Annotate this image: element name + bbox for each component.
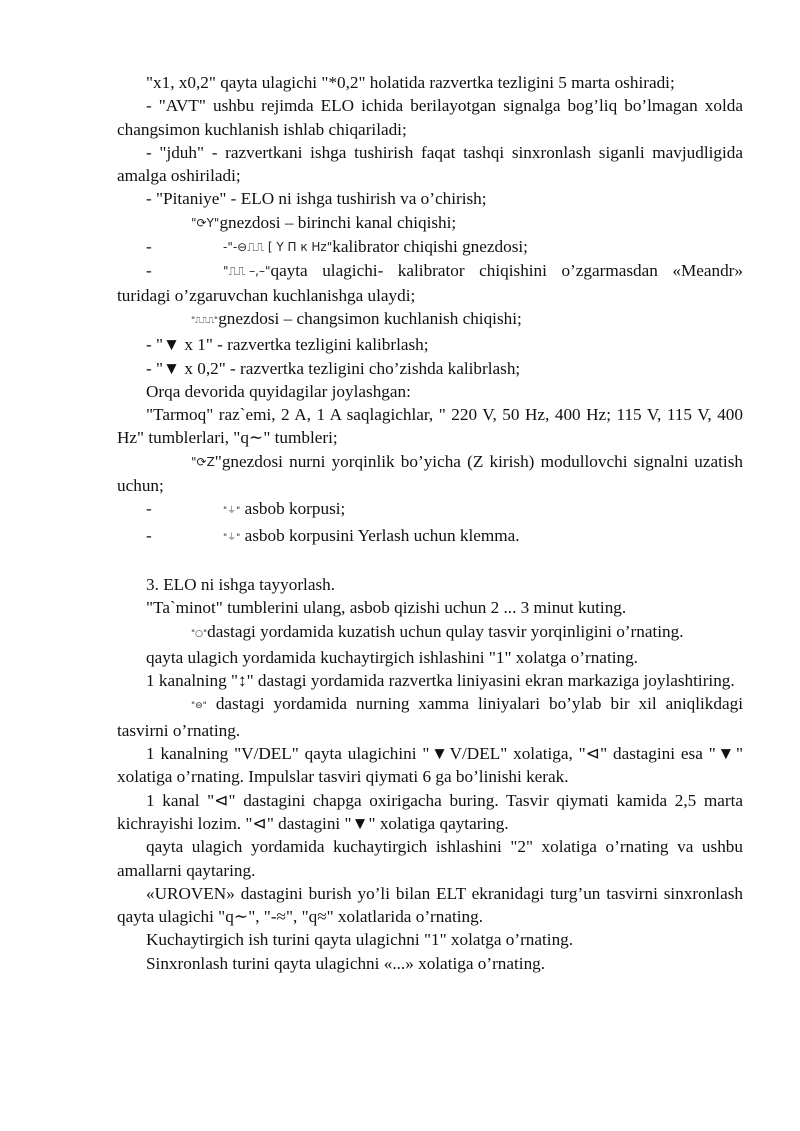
paragraph-calibrate-x02: - "▼ x 0,2" - razvertka tezligini cho’zishda kalibrlash; bbox=[146, 358, 521, 378]
paragraph-sync-mode: Sinxronlash turini qayta ulagichni «...» xolatiga o’rnating. bbox=[146, 953, 546, 973]
z-input-socket-icon: "⟳Z bbox=[191, 454, 215, 469]
paragraph-case bbox=[117, 497, 743, 523]
paragraph-channel-output bbox=[117, 211, 743, 235]
paragraph-jduh: - "jduh" - razvertkani ishga tushirish faqat tashqi sinxronlash siganli mavjudligida amalga oshiriladi; bbox=[117, 142, 743, 186]
calibrator-output-text: kalibrator chiqishi gnezdosi; bbox=[332, 237, 528, 257]
paragraph-sweep-switch: "x1, x0,2" qayta ulagichi "*0,2" holatida razvertka tezligini 5 marta oshiradi; bbox=[146, 73, 675, 92]
paragraph-ground-terminal bbox=[117, 524, 743, 550]
list-dash: - bbox=[146, 261, 152, 281]
paragraph-vdel: 1 kanalning "V/DEL" qayta ulagichini "▼V/DEL" xolatiga, "⊲" dastagini esa "▼" xolatiga o’rnating. Impulslar tasviri qiymati 6 ga bo’linishi kerak. bbox=[117, 744, 743, 787]
paragraph-amplifier-2: qayta ulagich yordamida kuchaytirgich ishlashini "2" xolatiga o’rnating va ushbu amallarni qaytaring. bbox=[117, 837, 743, 880]
ground-terminal-text: asbob korpusini Yerlash uchun klemma. bbox=[244, 525, 520, 545]
paragraph-calibrate-x1: - "▼ x 1" - razvertka tezligini kalibrlash; bbox=[146, 335, 429, 355]
brightness-text: dastagi yordamida kuzatish uchun qulay tasvir yorqinligini o’rnating. bbox=[207, 621, 684, 641]
calibrator-socket-icon: -"-⊖⎍⎍ [ Y П к Hz" bbox=[223, 240, 333, 255]
paragraph-rear-panel: Orqa devorida quyidagilar joylashgan: bbox=[146, 381, 411, 401]
ground-icon: "⏚" bbox=[223, 506, 241, 517]
channel-output-socket-icon: "⟳Y" bbox=[191, 215, 220, 230]
channel-output-text: gnezdosi – birinchi kanal chiqishi; bbox=[219, 212, 457, 232]
focus-knob-icon: "⊖" bbox=[191, 701, 207, 712]
paragraph-focus bbox=[117, 692, 743, 742]
paragraph-amplifier-mode: Kuchaytirgich ish turini qayta ulagichni "1" xolatga o’rnating. bbox=[146, 930, 574, 950]
meander-switch-icon: "⎍⎍ –,–" bbox=[223, 264, 271, 279]
paragraph-z-input bbox=[117, 450, 743, 498]
section-gap bbox=[117, 550, 743, 573]
paragraph-sawtooth-output bbox=[117, 307, 743, 333]
sawtooth-socket-icon: "⎍⎍⎍" bbox=[191, 315, 219, 326]
paragraph-brightness bbox=[117, 620, 743, 646]
case-text: asbob korpusi; bbox=[244, 499, 346, 519]
paragraph-amplifier-1: qayta ulagich yordamida kuchaytirgich ishlashini "1" xolatga o’rnating. bbox=[146, 647, 638, 667]
ground-terminal-icon: "⏚" bbox=[223, 532, 241, 543]
focus-text: dastagi yordamida nurning xamma liniyalari bo’ylab bir xil aniqlikdagi tasvirni o’rnating. bbox=[117, 694, 743, 740]
paragraph-avt: - "AVT" ushbu rejimda ELO ichida berilayotgan signalga bog’liq bo’lmagan xolda changsimon kuchlanish ishlab chiqariladi; bbox=[117, 96, 743, 139]
paragraph-meander-switch bbox=[117, 259, 743, 307]
paragraph-mains-connector: "Tarmoq" raz`emi, 2 A, 1 A saqlagichlar, " 220 V, 50 Hz, 400 Hz; 115 V, 115 V, 400 Hz" tumblerlari, "q∼" tumbleri; bbox=[117, 405, 743, 448]
brightness-knob-icon: "○" bbox=[191, 628, 208, 639]
paragraph-uroven: «UROVEN» dastagini burish yo’li bilan ELT ekranidagi turg’un tasvirni sinxronlash qayta ulagichi "q∼", "-≈", "q≈" xolatlarida o’rnating. bbox=[117, 883, 743, 927]
meander-switch-text: qayta ulagichi- kalibrator chiqishini o’zgarmasdan «Meandr» turidagi o’zgaruvchan kuchlanishga ulaydi; bbox=[117, 261, 743, 305]
paragraph-power-on: "Ta`minot" tumblerini ulang, asbob qizishi uchun 2 ... 3 minut kuting. bbox=[146, 598, 627, 618]
list-dash: - bbox=[146, 499, 152, 519]
sawtooth-output-text: gnezdosi – changsimon kuchlanish chiqishi; bbox=[218, 308, 522, 328]
list-dash: - bbox=[146, 237, 152, 257]
paragraph-pitaniye: - "Pitaniye" - ELO ni ishga tushirish va o’chirish; bbox=[146, 189, 487, 209]
document-page bbox=[117, 71, 743, 975]
paragraph-position: 1 kanalning "↕" dastagi yordamida razvertka liniyasini ekran markaziga joylashtiring. bbox=[146, 671, 735, 691]
paragraph-calibrator-output bbox=[117, 235, 743, 259]
paragraph-gain-knob: 1 kanal "⊲" dastagini chapga oxirigacha buring. Tasvir qiymati kamida 2,5 marta kichrayishi lozim. "⊲" dastagini "▼" xolatiga qaytaring. bbox=[117, 790, 743, 833]
list-dash: - bbox=[146, 525, 152, 545]
z-input-text: "gnezdosi nurni yorqinlik bo’yicha (Z kirish) modullovchi signalni uzatish uchun; bbox=[117, 451, 743, 496]
section-heading: 3. ELO ni ishga tayyorlash. bbox=[146, 574, 336, 594]
